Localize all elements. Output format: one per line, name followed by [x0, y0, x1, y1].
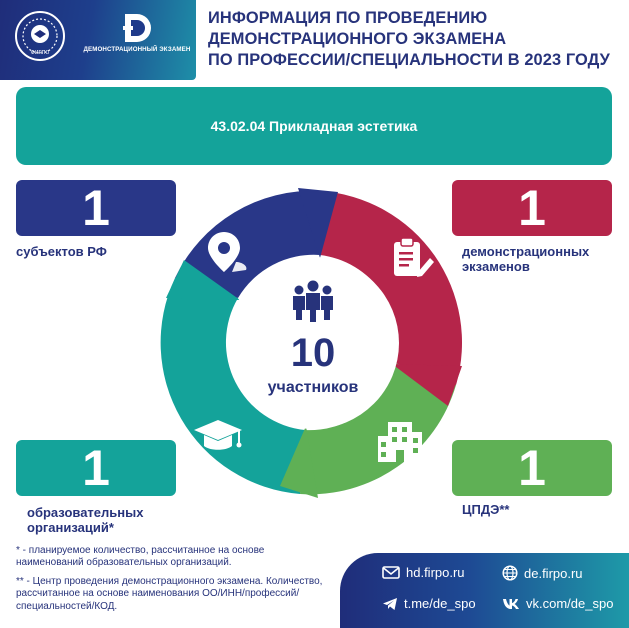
page-title	[208, 8, 628, 71]
de-logo-icon	[119, 10, 155, 46]
footnotes	[16, 545, 326, 619]
vk-icon	[502, 598, 520, 610]
title-line: ПО ПРОФЕССИИ/СПЕЦИАЛЬНОСТИ В 2023 ГОДУ	[208, 51, 610, 69]
orgs-value: 1	[16, 440, 176, 496]
telegram-icon	[382, 597, 398, 611]
exams-label-line: экзаменов	[462, 259, 530, 274]
logo-right-text: ДЕМОНСТРАЦИОННЫЙ ЭКЗАМЕН	[83, 46, 191, 53]
firpo-logo-icon	[14, 10, 66, 62]
subjects-label: субъектов РФ	[16, 244, 107, 259]
contact-email[interactable]	[382, 565, 465, 580]
contact-vk[interactable]	[502, 596, 613, 611]
centers-label: ЦПДЭ**	[462, 502, 510, 517]
contact-telegram[interactable]	[382, 596, 476, 611]
exams-value: 1	[452, 180, 612, 236]
participants-label: участников	[267, 379, 359, 396]
specialty-banner	[16, 87, 612, 165]
exams-label	[462, 244, 589, 274]
exams-label-line: демонстрационных	[462, 244, 590, 259]
mail-icon	[382, 566, 400, 579]
contact-telegram-text[interactable]: t.me/de_spo	[404, 596, 476, 611]
specialty-name: Прикладная эстетика	[269, 118, 418, 134]
footnote: * - планируемое количество, рассчитанное на основе наименований образовательных организаций.	[16, 545, 265, 569]
specialty-code: 43.02.04	[210, 118, 266, 134]
contact-site[interactable]	[502, 565, 583, 581]
de-logo	[82, 10, 192, 70]
participants-summary	[213, 280, 413, 397]
contact-site-text[interactable]: de.firpo.ru	[524, 565, 583, 581]
footnote: ** - Центр проведения демонстрационного экзамена. Количество, рассчитанное на основе наименования ОО/ИНН/профессий/специальностей/КОД.	[16, 575, 323, 612]
contact-vk-text[interactable]: vk.com/de_spo	[526, 596, 614, 611]
orgs-label-line: образовательных	[27, 505, 144, 520]
participants-value: 10	[290, 331, 336, 375]
centers-value: 1	[452, 440, 612, 496]
orgs-label-line: организаций*	[27, 520, 114, 535]
logo-left-text: ФИРПО	[30, 50, 50, 56]
contacts-panel	[340, 553, 629, 628]
orgs-label	[27, 505, 143, 535]
title-line: ИНФОРМАЦИЯ ПО ПРОВЕДЕНИЮ	[208, 9, 488, 27]
subjects-value: 1	[16, 180, 176, 236]
title-line: ДЕМОНСТРАЦИОННОГО ЭКЗАМЕНА	[208, 30, 507, 48]
globe-icon	[502, 565, 518, 581]
contact-email-text[interactable]: hd.firpo.ru	[406, 565, 465, 580]
